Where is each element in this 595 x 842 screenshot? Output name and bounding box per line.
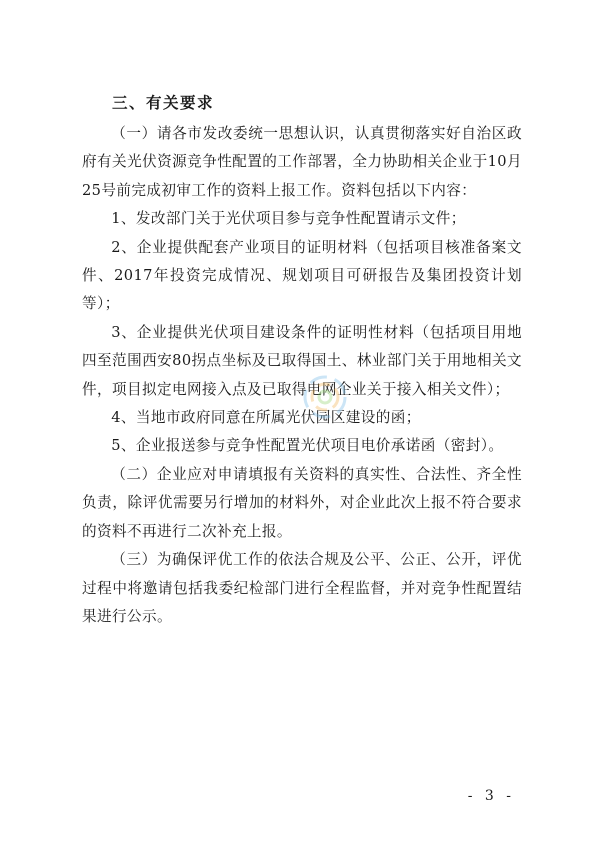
paragraph-item-4: 4、当地市政府同意在所属光伏园区建设的函；	[111, 409, 421, 427]
paragraph-item-3: 3、企业提供光伏项目建设条件的证明性材料（包括项目用地四至范围西安80拐点坐标及已取得国土、林业部门关于用地相关文件，项目拟定电网接入点及已取得电网企业关于接入相关文件）；	[82, 323, 522, 398]
section-heading: 三、有关要求	[112, 94, 215, 112]
paragraph-requirement-2: （二）企业应对申请填报有关资料的真实性、合法性、齐全性负责，除评优需要另行增加的材料外，对企业此次上报不符合要求的资料不再进行二次补充上报。	[82, 465, 522, 540]
page-number: - 3 -	[467, 788, 515, 804]
paragraph-item-5: 5、企业报送参与竞争性配置光伏项目电价承诺函（密封）。	[111, 437, 504, 455]
watermark-logo-icon	[296, 368, 354, 426]
paragraph-intro: （一）请各市发改委统一思想认识，认真贯彻落实好自治区政府有关光伏资源竞争性配置的工作部署，全力协助相关企业于10月25号前完成初审工作的资料上报工作。资料包括以下内容：	[82, 125, 522, 199]
paragraph-requirement-3: （三）为确保评优工作的依法合规及公平、公正、公开，评优过程中将邀请包括我委纪检部门进行全程监督，并对竞争性配置结果进行公示。	[82, 551, 522, 625]
paragraph-item-2: 2、企业提供配套产业项目的证明材料（包括项目核准备案文件、2017年投资完成情况、规划项目可研报告及集团投资计划等）；	[82, 238, 522, 313]
paragraph-item-1: 1、发改部门关于光伏项目参与竞争性配置请示文件；	[111, 210, 466, 228]
